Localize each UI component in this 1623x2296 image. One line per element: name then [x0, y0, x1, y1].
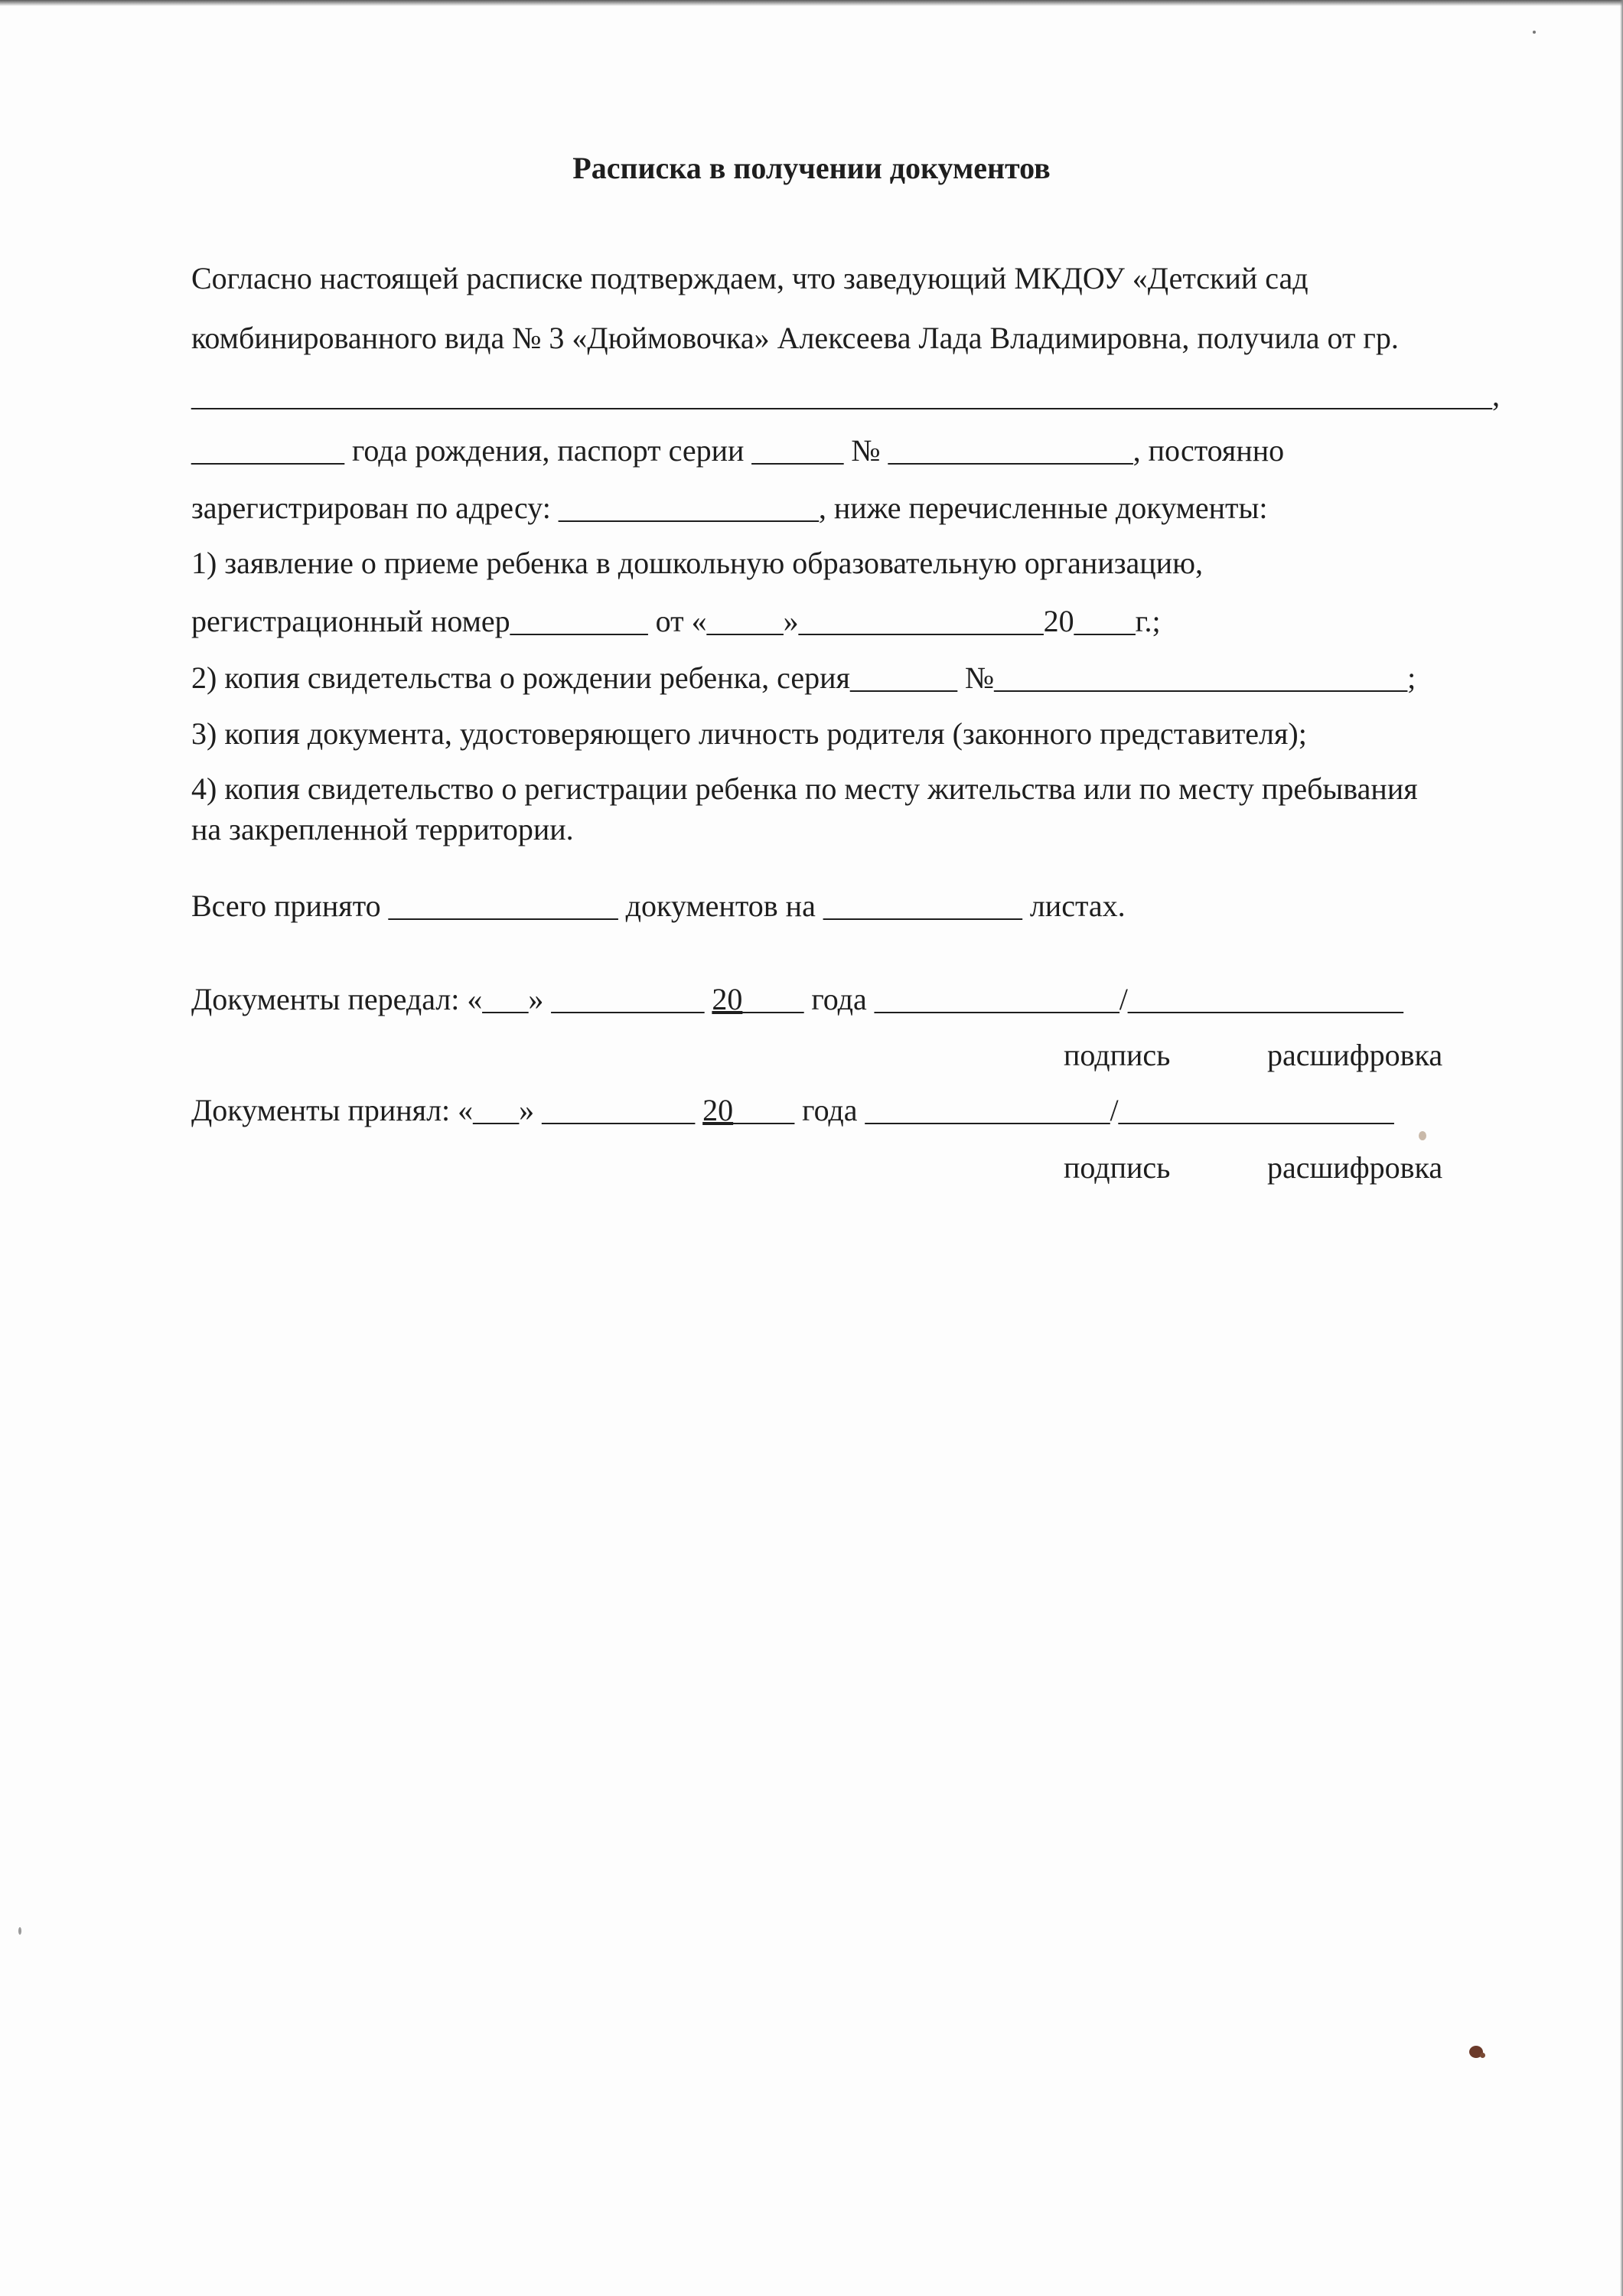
scan-edge-top	[0, 0, 1623, 6]
list-item-1: 1) заявление о приеме ребенка в дошкольную образовательную организацию,	[191, 546, 1203, 580]
caption-signature-2: подпись	[1064, 1150, 1171, 1185]
scan-edge-right	[1620, 0, 1623, 2296]
list-item-3: 3) копия документа, удостоверяющего личность родителя (законного представителя);	[191, 716, 1307, 751]
text-line-2: комбинированного вида № 3 «Дюймовочка» Алексеева Лада Владимировна, получила от гр.	[191, 321, 1399, 355]
text-line-4: __________ года рождения, паспорт серии ______ № ________________, постоянно	[191, 433, 1285, 468]
handover-accepted-line	[191, 1092, 1394, 1129]
scan-speck	[1533, 31, 1536, 34]
caption-decoding-2: расшифровка	[1267, 1150, 1443, 1185]
text-line-3: _____________________________________________________________________________________,	[191, 378, 1500, 413]
document-title: Расписка в получении документов	[572, 151, 1051, 185]
list-item-4: 4) копия свидетельство о регистрации ребенка по месту жительства или по месту пребывания	[191, 771, 1418, 806]
total-accepted-line: Всего принято _______________ документов на _____________ листах.	[191, 889, 1126, 923]
scan-speck	[18, 1927, 21, 1935]
list-item-4-continuation: на закрепленной территории.	[191, 812, 574, 846]
scan-speck	[1480, 2053, 1485, 2058]
caption-signature-1: подпись	[1064, 1038, 1171, 1072]
handover-accepted-label: Документы принял: «___» __________	[191, 1093, 703, 1127]
text-line-5: зарегистрирован по адресу: _________________, ниже перечисленные документы:	[191, 491, 1268, 525]
caption-decoding-1: расшифровка	[1267, 1038, 1443, 1072]
list-item-2: 2) копия свидетельства о рождении ребенка, серия_______ №___________________________;	[191, 660, 1416, 695]
handover-passed-line	[191, 981, 1403, 1018]
handover-passed-year-prefix: 20	[712, 982, 743, 1016]
scan-speck	[1419, 1131, 1426, 1140]
list-item-1-continuation: регистрационный номер_________ от «_____»________________20____г.;	[191, 604, 1161, 638]
text-line-1: Согласно настоящей расписке подтверждаем, что заведующий МКДОУ «Детский сад	[191, 261, 1309, 295]
handover-passed-label: Документы передал: «___» __________	[191, 982, 712, 1016]
handover-accepted-year-rest: ____ года ________________/__________________	[733, 1093, 1394, 1127]
handover-accepted-year-prefix: 20	[702, 1093, 734, 1127]
handover-passed-year-rest: ____ года ________________/__________________	[742, 982, 1403, 1016]
